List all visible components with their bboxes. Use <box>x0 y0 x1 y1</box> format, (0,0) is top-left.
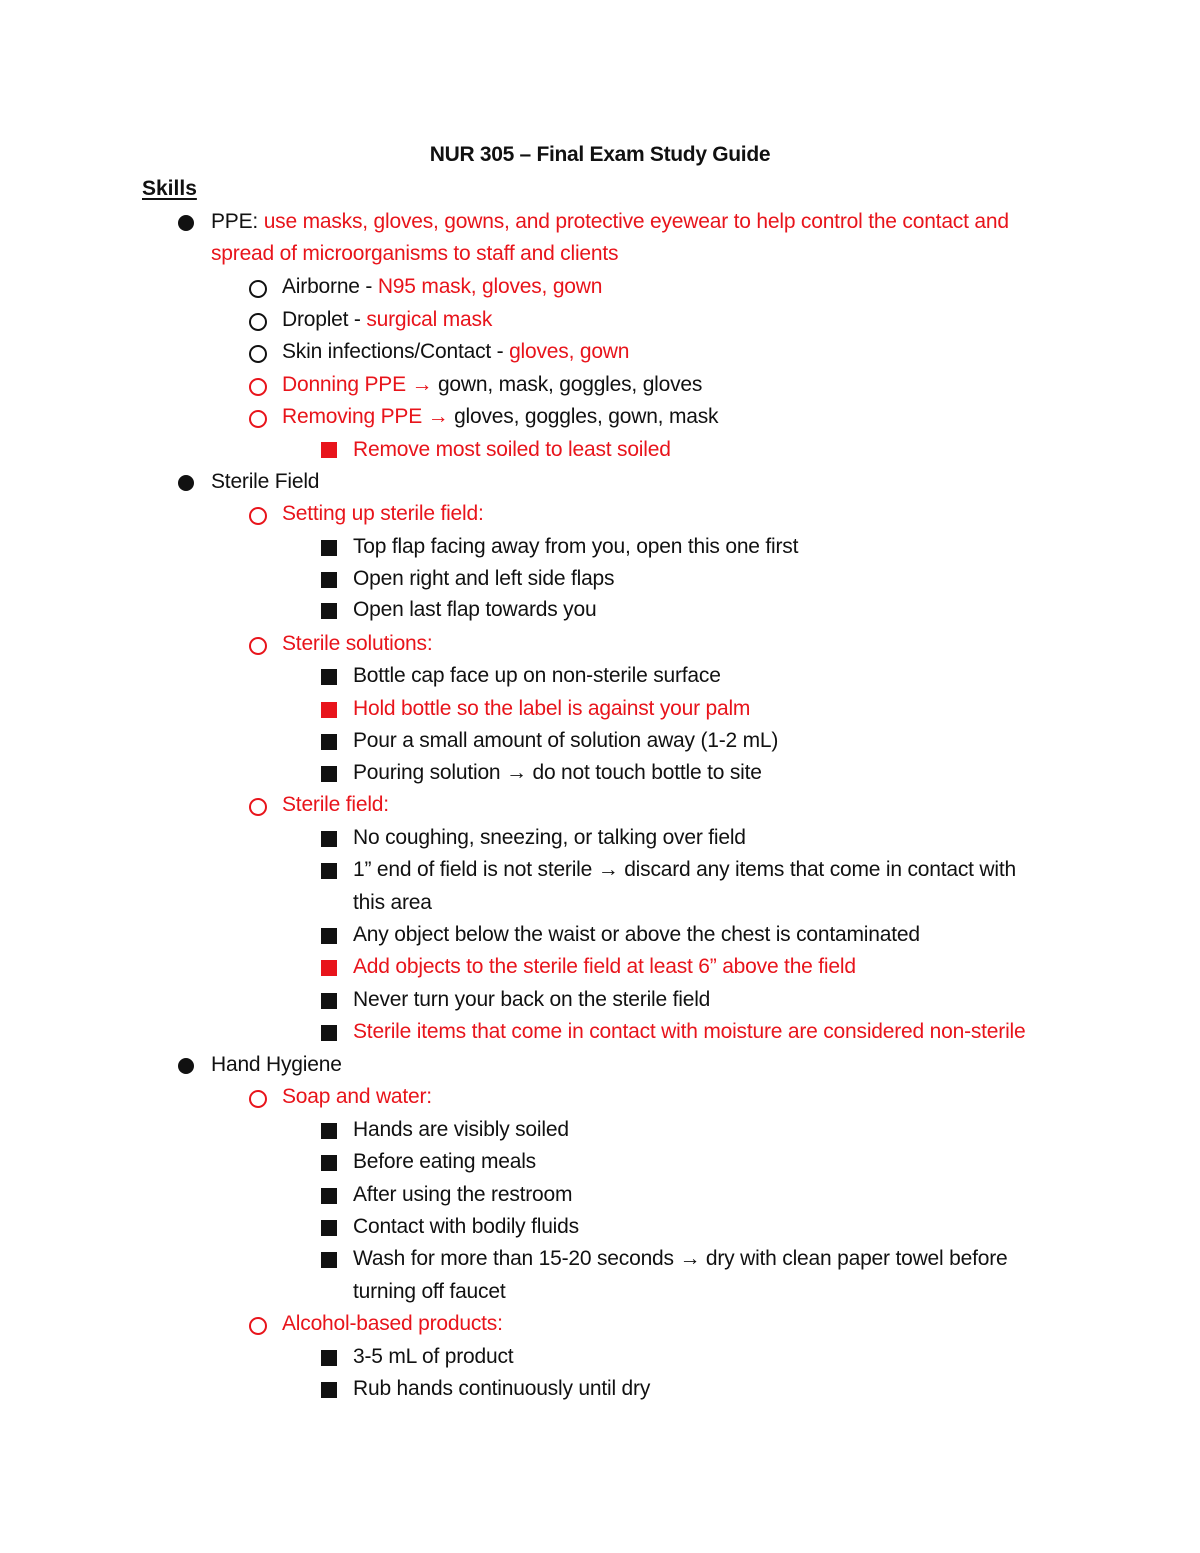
solutions-heading: Sterile solutions: <box>282 632 433 655</box>
list-item: Any object below the waist or above the chest is contaminated <box>353 923 920 946</box>
list-item: Rub hands continuously until dry <box>353 1377 651 1400</box>
level2-bullet <box>249 345 267 363</box>
ppe-donning <box>282 369 702 401</box>
ppe-desc-line2: spread of microorganisms to staff and clients <box>211 242 619 265</box>
droplet-label: Droplet - <box>282 308 367 331</box>
level3-bullet <box>321 669 337 685</box>
soap-heading: Soap and water: <box>282 1085 432 1108</box>
setup-heading: Setting up sterile field: <box>282 502 484 525</box>
level2-bullet-red <box>249 637 267 655</box>
droplet-value: surgical mask <box>366 308 493 331</box>
ppe-desc-line1: use masks, gloves, gowns, and protective eyewear to help control the contact and <box>263 210 1009 233</box>
list-item: Wash for more than 15-20 seconds → dry with clean paper towel before <box>353 1247 1008 1270</box>
level3-bullet <box>321 540 337 556</box>
level3-bullet <box>321 734 337 750</box>
level1-bullet <box>178 1058 194 1074</box>
list-item: Top flap facing away from you, open this one first <box>353 535 799 558</box>
removing-value: gloves, goggles, gown, mask <box>454 405 719 428</box>
level2-bullet-red <box>249 507 267 525</box>
level3-bullet <box>321 863 337 879</box>
level3-bullet-red <box>321 702 337 718</box>
alcohol-heading: Alcohol-based products: <box>282 1312 503 1335</box>
remove-note: Remove most soiled to least soiled <box>353 438 671 461</box>
level3-bullet <box>321 1382 337 1398</box>
section-heading-skills: Skills <box>142 177 197 200</box>
list-item: 3-5 mL of product <box>353 1345 514 1368</box>
level3-bullet <box>321 928 337 944</box>
level3-bullet <box>321 1123 337 1139</box>
list-item: No coughing, sneezing, or talking over field <box>353 826 746 849</box>
level3-bullet-red <box>321 960 337 976</box>
list-item: Hands are visibly soiled <box>353 1118 569 1141</box>
list-item: Pouring solution → do not touch bottle to site <box>353 761 762 784</box>
skin-value: gloves, gown <box>509 340 630 363</box>
level2-bullet-red <box>249 1317 267 1335</box>
level2-bullet <box>249 280 267 298</box>
level2-bullet-red <box>249 410 267 428</box>
sterile-field-label: Sterile Field <box>211 470 320 493</box>
removing-label: Removing PPE → <box>282 405 455 428</box>
ppe-line1 <box>211 206 1009 238</box>
level1-bullet <box>178 215 194 231</box>
level3-bullet-red <box>321 442 337 458</box>
level3-bullet <box>321 1252 337 1268</box>
list-item: Never turn your back on the sterile field <box>353 988 711 1011</box>
donning-label: Donning PPE → <box>282 373 438 396</box>
level2-bullet-red <box>249 798 267 816</box>
level2-bullet <box>249 313 267 331</box>
list-item: Open last flap towards you <box>353 598 597 621</box>
page-title: NUR 305 – Final Exam Study Guide <box>429 143 771 166</box>
airborne-value: N95 mask, gloves, gown <box>377 275 603 298</box>
level3-bullet <box>321 1220 337 1236</box>
level3-bullet <box>321 993 337 1009</box>
skin-label: Skin infections/Contact - <box>282 340 510 363</box>
level3-bullet <box>321 831 337 847</box>
list-item: Pour a small amount of solution away (1-2 mL) <box>353 729 779 752</box>
level2-bullet-red <box>249 378 267 396</box>
level1-bullet <box>178 475 194 491</box>
list-item: 1” end of field is not sterile → discard any items that come in contact with <box>353 858 1016 881</box>
ppe-airborne <box>282 271 602 303</box>
list-item: After using the restroom <box>353 1183 573 1206</box>
ppe-label: PPE: <box>211 210 264 233</box>
list-item: Contact with bodily fluids <box>353 1215 579 1238</box>
list-item: Bottle cap face up on non-sterile surface <box>353 664 721 687</box>
field-heading: Sterile field: <box>282 793 389 816</box>
donning-value: gown, mask, goggles, gloves <box>437 373 703 396</box>
hand-hygiene-label: Hand Hygiene <box>211 1053 342 1076</box>
airborne-label: Airborne - <box>282 275 378 298</box>
list-item: Open right and left side flaps <box>353 567 615 590</box>
list-item-continuation: this area <box>353 891 432 914</box>
ppe-skin <box>282 336 629 368</box>
list-item: Hold bottle so the label is against your palm <box>353 697 751 720</box>
list-item: Sterile items that come in contact with moisture are considered non-sterile <box>353 1020 1026 1043</box>
ppe-droplet <box>282 304 492 336</box>
list-item: Add objects to the sterile field at least 6” above the field <box>353 955 856 978</box>
level3-bullet <box>321 1025 337 1041</box>
level3-bullet <box>321 766 337 782</box>
level3-bullet <box>321 1188 337 1204</box>
level2-bullet-red <box>249 1090 267 1108</box>
level3-bullet <box>321 1155 337 1171</box>
level3-bullet <box>321 1350 337 1366</box>
level3-bullet <box>321 603 337 619</box>
ppe-removing <box>282 401 718 433</box>
list-item: Before eating meals <box>353 1150 536 1173</box>
level3-bullet <box>321 572 337 588</box>
list-item-continuation: turning off faucet <box>353 1280 506 1303</box>
